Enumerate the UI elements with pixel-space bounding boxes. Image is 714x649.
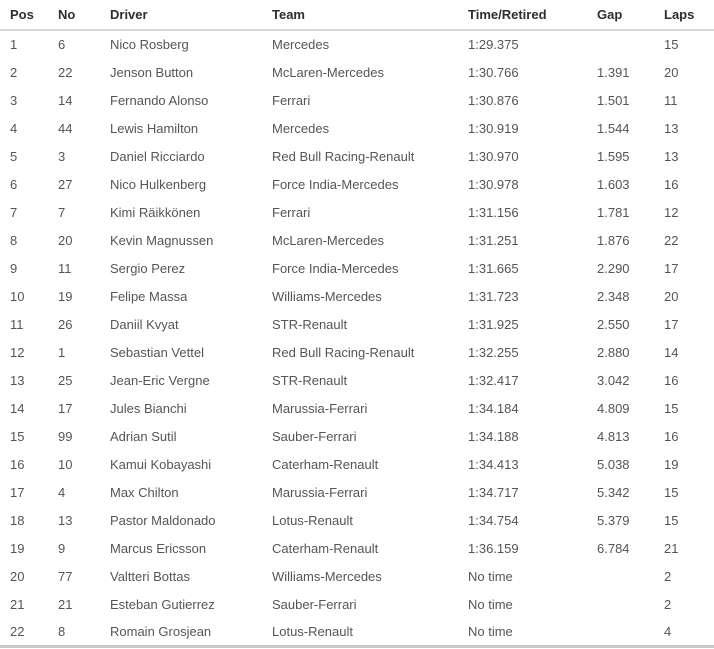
cell-time-retired: 1:31.925 [458, 310, 587, 338]
cell-gap: 5.379 [587, 506, 654, 534]
cell-laps: 17 [654, 254, 714, 282]
cell-gap [587, 618, 654, 646]
cell-driver: Nico Hulkenberg [100, 170, 262, 198]
cell-no: 22 [48, 58, 100, 86]
cell-no: 77 [48, 562, 100, 590]
cell-laps: 13 [654, 114, 714, 142]
cell-time-retired: 1:34.717 [458, 478, 587, 506]
column-header-pos: Pos [0, 0, 48, 30]
table-row [0, 478, 714, 506]
cell-pos: 4 [0, 114, 48, 142]
cell-no: 10 [48, 450, 100, 478]
cell-team: Marussia-Ferrari [262, 478, 458, 506]
table-row [0, 170, 714, 198]
table-row [0, 338, 714, 366]
cell-laps: 22 [654, 226, 714, 254]
table-row [0, 618, 714, 646]
cell-no: 7 [48, 198, 100, 226]
table-row [0, 226, 714, 254]
cell-time-retired: 1:31.665 [458, 254, 587, 282]
cell-driver: Adrian Sutil [100, 422, 262, 450]
table-row [0, 282, 714, 310]
cell-team: Ferrari [262, 86, 458, 114]
cell-driver: Jules Bianchi [100, 394, 262, 422]
cell-driver: Romain Grosjean [100, 618, 262, 646]
cell-no: 21 [48, 590, 100, 618]
cell-time-retired: No time [458, 618, 587, 646]
table-row [0, 422, 714, 450]
cell-pos: 8 [0, 226, 48, 254]
cell-laps: 15 [654, 478, 714, 506]
cell-laps: 21 [654, 534, 714, 562]
cell-time-retired: 1:31.156 [458, 198, 587, 226]
cell-driver: Nico Rosberg [100, 30, 262, 58]
table-row [0, 142, 714, 170]
cell-driver: Esteban Gutierrez [100, 590, 262, 618]
table-row [0, 86, 714, 114]
cell-no: 17 [48, 394, 100, 422]
cell-pos: 2 [0, 58, 48, 86]
cell-time-retired: 1:31.723 [458, 282, 587, 310]
table-row [0, 394, 714, 422]
cell-time-retired: 1:34.188 [458, 422, 587, 450]
cell-gap: 2.348 [587, 282, 654, 310]
cell-pos: 14 [0, 394, 48, 422]
cell-no: 9 [48, 534, 100, 562]
cell-gap [587, 562, 654, 590]
cell-driver: Valtteri Bottas [100, 562, 262, 590]
cell-team: Lotus-Renault [262, 618, 458, 646]
column-header-team: Team [262, 0, 458, 30]
cell-no: 3 [48, 142, 100, 170]
cell-time-retired: 1:34.413 [458, 450, 587, 478]
cell-team: Caterham-Renault [262, 534, 458, 562]
table-row [0, 198, 714, 226]
cell-team: Sauber-Ferrari [262, 422, 458, 450]
cell-time-retired: No time [458, 590, 587, 618]
column-header-driver: Driver [100, 0, 262, 30]
table-row [0, 534, 714, 562]
cell-no: 14 [48, 86, 100, 114]
cell-gap: 3.042 [587, 366, 654, 394]
cell-laps: 11 [654, 86, 714, 114]
cell-pos: 7 [0, 198, 48, 226]
cell-gap: 2.290 [587, 254, 654, 282]
cell-driver: Kevin Magnussen [100, 226, 262, 254]
cell-gap: 1.781 [587, 198, 654, 226]
cell-no: 19 [48, 282, 100, 310]
cell-laps: 20 [654, 282, 714, 310]
cell-gap: 1.544 [587, 114, 654, 142]
header-row [0, 0, 714, 30]
cell-pos: 12 [0, 338, 48, 366]
cell-time-retired: 1:30.970 [458, 142, 587, 170]
cell-laps: 17 [654, 310, 714, 338]
cell-time-retired: 1:36.159 [458, 534, 587, 562]
cell-driver: Kamui Kobayashi [100, 450, 262, 478]
cell-no: 8 [48, 618, 100, 646]
cell-gap: 4.809 [587, 394, 654, 422]
cell-time-retired: 1:30.766 [458, 58, 587, 86]
cell-gap: 1.603 [587, 170, 654, 198]
cell-laps: 13 [654, 142, 714, 170]
cell-laps: 19 [654, 450, 714, 478]
cell-time-retired: 1:29.375 [458, 30, 587, 58]
table-row [0, 450, 714, 478]
cell-pos: 3 [0, 86, 48, 114]
cell-team: Mercedes [262, 30, 458, 58]
cell-gap: 1.391 [587, 58, 654, 86]
cell-pos: 13 [0, 366, 48, 394]
table-row [0, 310, 714, 338]
cell-laps: 4 [654, 618, 714, 646]
cell-pos: 1 [0, 30, 48, 58]
cell-laps: 2 [654, 562, 714, 590]
cell-time-retired: 1:34.754 [458, 506, 587, 534]
cell-driver: Lewis Hamilton [100, 114, 262, 142]
cell-laps: 14 [654, 338, 714, 366]
cell-team: Lotus-Renault [262, 506, 458, 534]
cell-no: 99 [48, 422, 100, 450]
cell-laps: 15 [654, 394, 714, 422]
cell-gap: 2.880 [587, 338, 654, 366]
cell-pos: 11 [0, 310, 48, 338]
cell-gap: 1.595 [587, 142, 654, 170]
cell-time-retired: 1:30.978 [458, 170, 587, 198]
cell-pos: 22 [0, 618, 48, 646]
cell-time-retired: No time [458, 562, 587, 590]
cell-team: Mercedes [262, 114, 458, 142]
cell-time-retired: 1:30.876 [458, 86, 587, 114]
cell-gap [587, 30, 654, 58]
cell-driver: Felipe Massa [100, 282, 262, 310]
cell-time-retired: 1:30.919 [458, 114, 587, 142]
cell-team: Marussia-Ferrari [262, 394, 458, 422]
column-header-no: No [48, 0, 100, 30]
table-row [0, 30, 714, 58]
cell-gap: 5.342 [587, 478, 654, 506]
cell-no: 11 [48, 254, 100, 282]
cell-driver: Jean-Eric Vergne [100, 366, 262, 394]
cell-laps: 20 [654, 58, 714, 86]
cell-no: 6 [48, 30, 100, 58]
cell-time-retired: 1:31.251 [458, 226, 587, 254]
table-row [0, 562, 714, 590]
cell-laps: 2 [654, 590, 714, 618]
table-row [0, 366, 714, 394]
cell-gap [587, 590, 654, 618]
cell-no: 4 [48, 478, 100, 506]
cell-pos: 9 [0, 254, 48, 282]
cell-driver: Pastor Maldonado [100, 506, 262, 534]
cell-team: STR-Renault [262, 366, 458, 394]
cell-pos: 15 [0, 422, 48, 450]
cell-pos: 5 [0, 142, 48, 170]
cell-team: Red Bull Racing-Renault [262, 338, 458, 366]
cell-team: Sauber-Ferrari [262, 590, 458, 618]
cell-pos: 10 [0, 282, 48, 310]
cell-pos: 17 [0, 478, 48, 506]
cell-team: McLaren-Mercedes [262, 226, 458, 254]
column-header-gap: Gap [587, 0, 654, 30]
table-body [0, 30, 714, 646]
table-row [0, 58, 714, 86]
cell-driver: Kimi Räikkönen [100, 198, 262, 226]
cell-laps: 16 [654, 170, 714, 198]
cell-team: Force India-Mercedes [262, 254, 458, 282]
cell-driver: Daniel Ricciardo [100, 142, 262, 170]
cell-no: 27 [48, 170, 100, 198]
cell-pos: 16 [0, 450, 48, 478]
table-row [0, 254, 714, 282]
cell-driver: Fernando Alonso [100, 86, 262, 114]
cell-pos: 20 [0, 562, 48, 590]
cell-laps: 16 [654, 422, 714, 450]
cell-laps: 12 [654, 198, 714, 226]
cell-no: 20 [48, 226, 100, 254]
cell-team: Ferrari [262, 198, 458, 226]
cell-gap: 1.876 [587, 226, 654, 254]
cell-team: McLaren-Mercedes [262, 58, 458, 86]
cell-gap: 4.813 [587, 422, 654, 450]
cell-gap: 6.784 [587, 534, 654, 562]
cell-pos: 19 [0, 534, 48, 562]
cell-time-retired: 1:32.255 [458, 338, 587, 366]
cell-time-retired: 1:32.417 [458, 366, 587, 394]
cell-team: Williams-Mercedes [262, 282, 458, 310]
cell-team: Force India-Mercedes [262, 170, 458, 198]
cell-no: 26 [48, 310, 100, 338]
cell-driver: Jenson Button [100, 58, 262, 86]
cell-laps: 15 [654, 30, 714, 58]
cell-driver: Sergio Perez [100, 254, 262, 282]
column-header-laps: Laps [654, 0, 714, 30]
table-row [0, 506, 714, 534]
cell-gap: 5.038 [587, 450, 654, 478]
cell-no: 1 [48, 338, 100, 366]
cell-team: Williams-Mercedes [262, 562, 458, 590]
cell-driver: Sebastian Vettel [100, 338, 262, 366]
cell-driver: Marcus Ericsson [100, 534, 262, 562]
cell-no: 25 [48, 366, 100, 394]
column-header-time-retired: Time/Retired [458, 0, 587, 30]
cell-gap: 1.501 [587, 86, 654, 114]
table-row [0, 590, 714, 618]
cell-laps: 15 [654, 506, 714, 534]
table-row [0, 114, 714, 142]
cell-pos: 18 [0, 506, 48, 534]
cell-driver: Max Chilton [100, 478, 262, 506]
table-header [0, 0, 714, 30]
cell-team: Red Bull Racing-Renault [262, 142, 458, 170]
cell-time-retired: 1:34.184 [458, 394, 587, 422]
cell-driver: Daniil Kvyat [100, 310, 262, 338]
cell-pos: 21 [0, 590, 48, 618]
cell-no: 13 [48, 506, 100, 534]
cell-no: 44 [48, 114, 100, 142]
cell-pos: 6 [0, 170, 48, 198]
cell-team: Caterham-Renault [262, 450, 458, 478]
cell-gap: 2.550 [587, 310, 654, 338]
cell-team: STR-Renault [262, 310, 458, 338]
cell-laps: 16 [654, 366, 714, 394]
